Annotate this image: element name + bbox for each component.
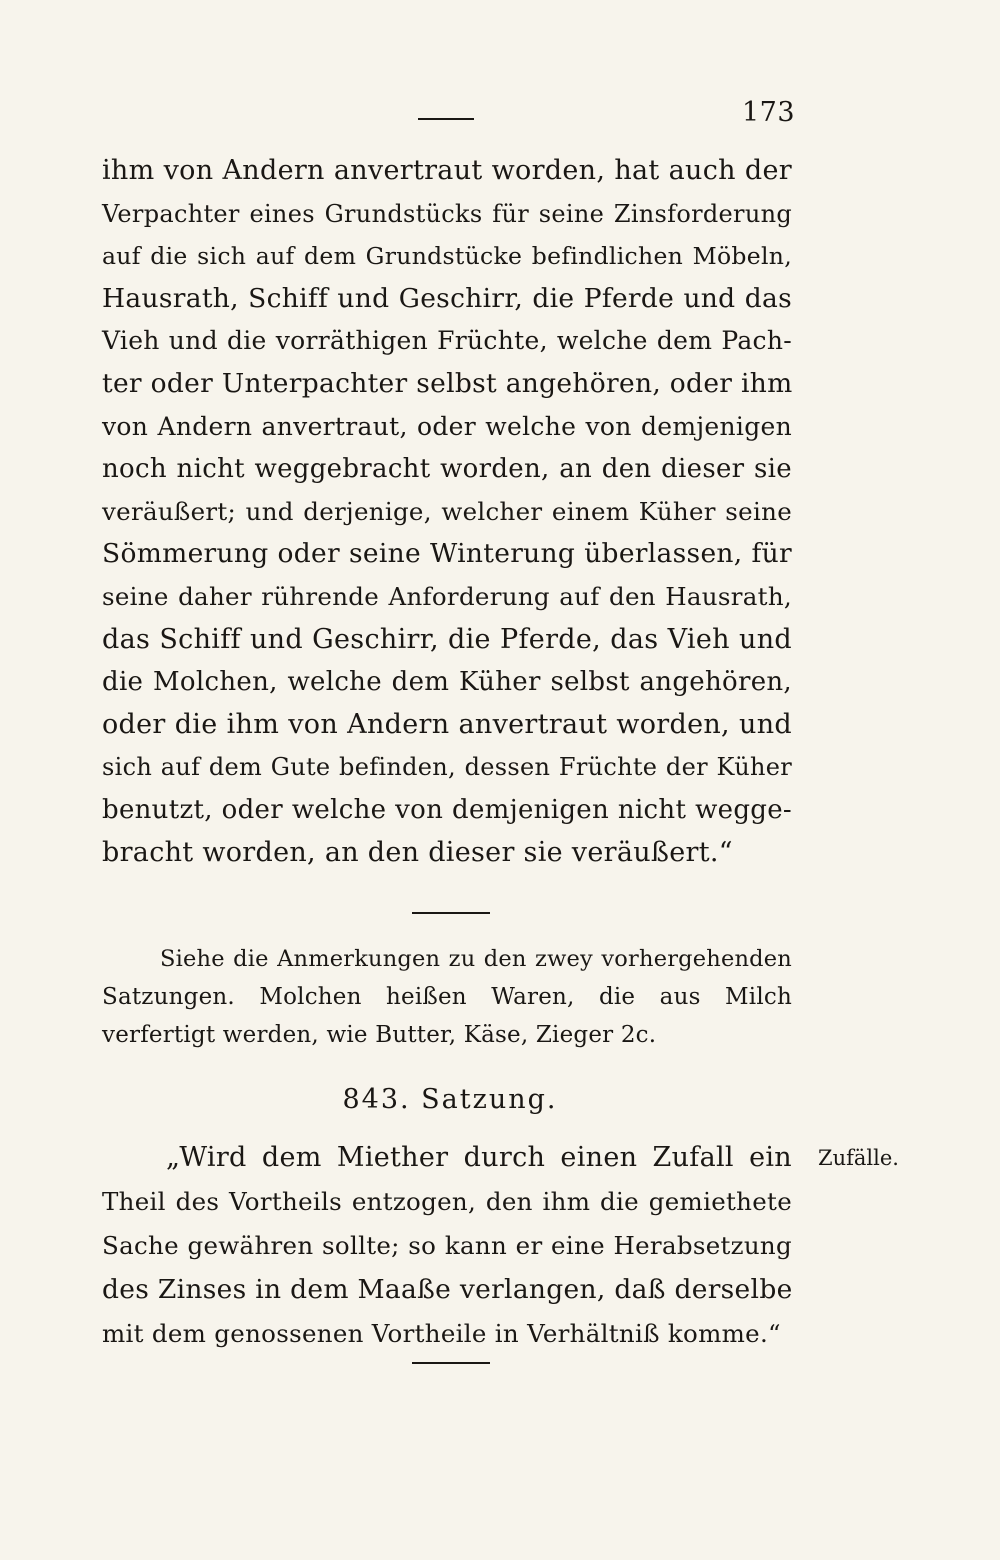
header-rule: [418, 118, 474, 120]
text-line: veräußert; und derjenige, welcher einem Küher seine: [102, 496, 792, 526]
text-line: von Andern anvertraut, oder welche von demjenigen: [102, 411, 792, 441]
main-text-block: [102, 150, 792, 874]
article-line: „Wird dem Miether durch einen Zufall ein: [166, 1142, 792, 1173]
section-divider: [412, 912, 490, 914]
section-heading: 843. Satzung.: [342, 1084, 558, 1115]
article-line: Theil des Vortheils entzogen, den ihm die gemiethete: [102, 1187, 792, 1216]
text-line: das Schiff und Geschirr, die Pferde, das Vieh und: [102, 623, 792, 655]
text-line: oder die ihm von Andern anvertraut worden, und: [102, 708, 792, 740]
text-line: Sömmerung oder seine Winterung überlassen, für: [102, 538, 792, 570]
note-line: verfertigt werden, wie Butter, Käse, Zieger 2c.: [102, 1022, 657, 1048]
text-line: Verpachter eines Grundstücks für seine Zinsforderung: [102, 199, 792, 228]
text-line: benutzt, oder welche von demjenigen nicht wegge-: [102, 794, 792, 825]
article-line: des Zinses in dem Maaße verlangen, daß derselbe: [102, 1274, 793, 1305]
text-line: sich auf dem Gute befinden, dessen Früchte der Küher: [102, 753, 792, 782]
text-line: auf die sich auf dem Grundstücke befindlichen Möbeln,: [102, 242, 792, 271]
note-line: Siehe die Anmerkungen zu den zwey vorhergehenden: [160, 946, 792, 972]
text-line: Vieh und die vorräthigen Früchte, welche dem Pach-: [102, 326, 792, 356]
marginal-note: Zufälle.: [818, 1146, 899, 1170]
article-line: Sache gewähren sollte; so kann er eine Herabsetzung: [102, 1231, 792, 1260]
text-line: Hausrath, Schiff und Geschirr, die Pferde und das: [102, 282, 792, 314]
article-line: mit dem genossenen Vortheile in Verhältniß komme.“: [102, 1319, 781, 1348]
section-divider: [412, 1362, 490, 1364]
text-line: die Molchen, welche dem Küher selbst angehören,: [102, 667, 792, 698]
page-number: 173: [742, 97, 796, 128]
text-line: noch nicht weggebracht worden, an den dieser sie: [102, 454, 792, 485]
note-line: Satzungen. Molchen heißen Waren, die aus Milch: [102, 984, 792, 1010]
article-text-block: [102, 1136, 792, 1356]
text-line: bracht worden, an den dieser sie veräußert.“: [102, 836, 733, 868]
text-line: ter oder Unterpachter selbst angehören, oder ihm: [102, 367, 793, 399]
commentary-note: [102, 940, 792, 1054]
text-line: seine daher rührende Anforderung auf den Hausrath,: [102, 581, 792, 611]
text-line: ihm von Andern anvertraut worden, hat auch der: [102, 155, 792, 186]
